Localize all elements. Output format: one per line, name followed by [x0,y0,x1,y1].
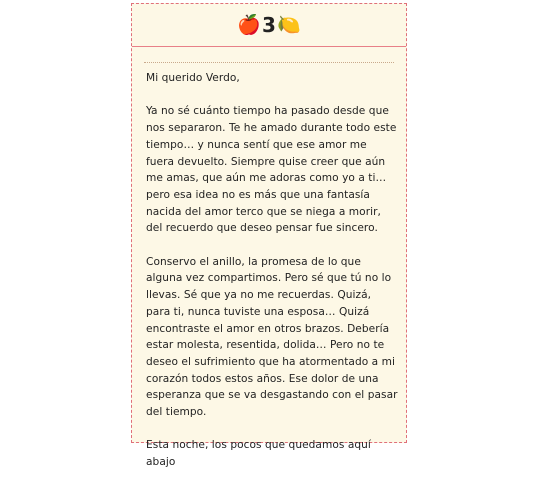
letter-greeting: Mi querido Verdo, [146,72,240,84]
letter-paragraph-3: Esta noche, los pocos que quedamos aquí abajo [146,439,371,469]
letter-header [132,4,406,47]
letter-paragraph-2: Conservo el anillo, la promesa de lo que alguna vez compartimos. Pero sé que tú no lo llevas. Sé que ya no me recuerdas. Quizá, para ti, nunca tuviste una esposa… Quizá encontraste el amor en otros brazos. Debería estar molesta, resentida, dolida… Pero no te deseo el sufrimiento que ha atormentado a mi corazón todos estos años. Ese dolor de una esperanza que se va desgastando con el pasar del tiempo. [146,255,398,419]
lemon-icon: 🍋 [276,14,301,36]
letter-card [131,3,407,469]
dotted-divider [144,62,394,63]
letter-body [146,70,398,488]
apple-icon: 🍎 [237,14,262,36]
letter-paragraph-1: Ya no sé cuánto tiempo ha pasado desde que nos separaron. Te he amado durante todo este tiempo… y nunca sentí que ese amor me fuera devuelto. Siempre quise creer que aún me amas, que aún me adoras como yo a ti… pero esa idea no es más que una fantasía nacida del amor terco que se niega a morir, del recuerdo que deseo pensar fue sincero. [146,105,397,235]
letter-number: 3 [262,13,276,37]
